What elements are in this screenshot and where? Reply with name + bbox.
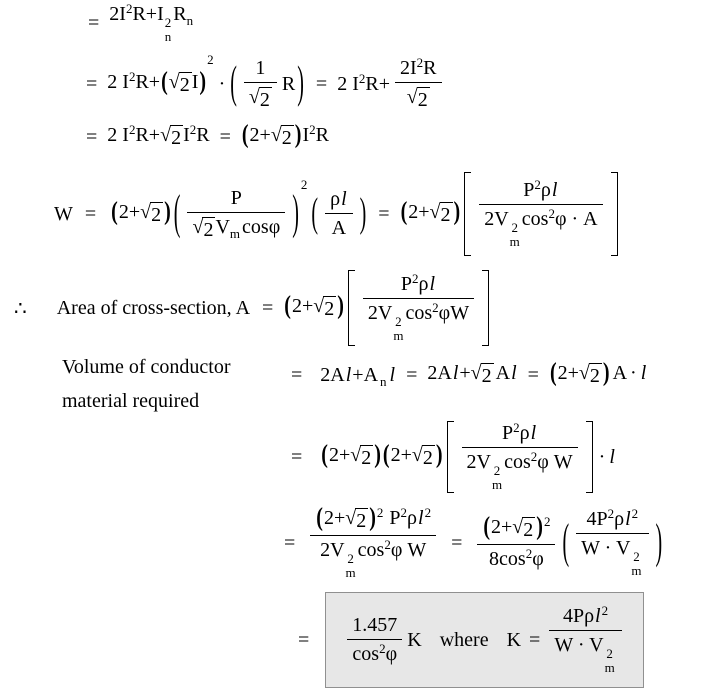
numerator (347, 614, 402, 639)
stacked-supsub (631, 550, 641, 577)
math-token: 4P (586, 508, 608, 531)
result-box (325, 592, 643, 687)
math-token: 2I (109, 2, 126, 25)
math-token: ρ (540, 179, 551, 202)
sqrt-radical (140, 202, 163, 227)
exponent: 2 (128, 122, 136, 137)
paren-left: ( (562, 514, 570, 569)
math-token: ρ (418, 273, 429, 296)
numerator (479, 179, 602, 204)
math-token: V (215, 215, 230, 238)
math-token: l (429, 273, 436, 296)
equals-sign: = (291, 445, 303, 468)
math-token: 4P (562, 605, 585, 628)
sqrt-symbol: √ (350, 444, 362, 466)
area-label: Area of cross-section, A (56, 296, 251, 319)
fraction (462, 422, 578, 491)
fraction (549, 605, 621, 674)
math-token: φ (268, 215, 281, 238)
paren-right: ) (164, 197, 171, 226)
math-token: l (625, 508, 631, 531)
math-token: 2V (484, 208, 509, 231)
math-token: I (183, 124, 190, 146)
equation-line-3 (86, 117, 329, 157)
bracket-left (464, 172, 471, 256)
radicand: 2 (356, 509, 367, 532)
numerator (576, 508, 648, 533)
math-token: K (506, 628, 522, 651)
exponent: 2 (358, 70, 366, 86)
math-token: 2+ (323, 506, 346, 529)
sqrt-radical (350, 445, 373, 470)
sqrt-radical (412, 445, 435, 470)
exponent: 2 (525, 545, 533, 561)
math-expression (283, 291, 345, 321)
math-token: 2 I (337, 72, 359, 95)
math-expression (320, 440, 443, 470)
subscript: m (491, 477, 503, 492)
sqrt-radical (271, 125, 294, 150)
sqrt-symbol: √ (578, 362, 590, 384)
paren-left: ( (483, 511, 491, 541)
sqrt-symbol: √ (470, 362, 482, 384)
math-expression (400, 197, 462, 227)
equals-sign: = (291, 363, 303, 386)
math-expression (110, 197, 172, 227)
radicand: 2 (361, 447, 372, 469)
sqrt-radical (512, 517, 535, 542)
denominator (462, 447, 578, 491)
math-token: φW (438, 302, 470, 325)
paren-right: ) (199, 67, 207, 96)
paren-left: ( (241, 120, 249, 149)
subscript: n (380, 373, 387, 389)
math-token: A (331, 217, 347, 239)
math-token: 2+ (408, 201, 430, 223)
denominator (395, 82, 442, 112)
math-token: cos (242, 215, 269, 238)
radicand: 2 (259, 88, 270, 111)
equals-sign: = (86, 125, 98, 148)
equals-sign: = (88, 11, 100, 34)
equation-line-4 (54, 170, 621, 258)
math-expression (337, 70, 390, 96)
math-token: A (363, 363, 379, 386)
sqrt-symbol: √ (168, 71, 180, 93)
plus-sign: + (352, 363, 364, 386)
fraction (347, 614, 402, 666)
math-token: R (423, 56, 437, 79)
equals-sign: = (406, 363, 418, 386)
equation-line-1 (88, 0, 194, 44)
exponent: 2 (543, 513, 551, 529)
numerator (549, 605, 621, 630)
denominator (479, 204, 602, 248)
stacked-supsub (510, 221, 520, 248)
denominator (477, 544, 555, 571)
math-token: 2+ (328, 444, 351, 466)
math-token: P (400, 273, 413, 296)
math-token: P (389, 506, 401, 529)
bracket-left (348, 270, 355, 346)
equation-line-5 (14, 268, 492, 348)
math-token: l (511, 362, 517, 384)
radicand: 2 (324, 298, 335, 320)
paren-left: ( (111, 197, 118, 226)
paren-right: ) (297, 57, 304, 109)
math-token: l (452, 362, 459, 384)
exponent: 2 (534, 177, 541, 193)
radicand: 2 (440, 204, 451, 226)
equals-sign: = (219, 125, 231, 148)
equals-sign: = (262, 296, 274, 319)
plus-sign: + (459, 362, 471, 384)
sqrt-symbol: √ (512, 515, 524, 538)
subscript: n (164, 28, 172, 44)
paren-left: ( (161, 67, 168, 96)
equals-sign: = (284, 531, 296, 554)
math-expression (427, 362, 517, 388)
math-token: φ W (390, 538, 427, 561)
sqrt-radical (169, 72, 192, 97)
math-token: 2 I (107, 71, 129, 93)
numerator (462, 422, 578, 447)
math-token: l (345, 363, 352, 386)
radicand: 2 (523, 518, 534, 541)
math-token: l (609, 445, 615, 468)
math-token: φ (385, 643, 398, 665)
subscript: m (393, 328, 404, 343)
exponent: 2 (400, 504, 408, 520)
exponent: 2 (384, 536, 391, 552)
math-expression (549, 358, 647, 388)
fraction (325, 188, 353, 240)
volume-label-line-1: Volume of conductor (62, 356, 231, 378)
math-token: 8cos (489, 547, 526, 570)
numerator (395, 54, 442, 82)
paren-left: ( (284, 291, 291, 320)
exponent: 2 (300, 177, 308, 192)
volume-label (62, 350, 231, 418)
radicand: 2 (179, 74, 190, 96)
sqrt-symbol: √ (313, 295, 325, 317)
therefore-symbol: ∴ (14, 297, 27, 320)
math-token: R+I (132, 2, 164, 25)
math-token: 2V (367, 302, 393, 325)
math-token: l (551, 179, 558, 202)
math-token: R (196, 124, 210, 146)
exponent: 2 (530, 449, 538, 465)
math-expression (320, 364, 396, 387)
exponent: 2 (606, 646, 613, 662)
equals-sign: = (298, 628, 310, 651)
sqrt-radical (430, 202, 453, 227)
paren-left: ( (173, 185, 181, 240)
equals-sign: = (529, 628, 541, 651)
math-token: 2+ (557, 362, 579, 384)
numerator (244, 57, 277, 82)
paren-left: ( (230, 57, 237, 109)
sqrt-symbol: √ (248, 85, 260, 108)
math-token: R+ (365, 72, 390, 95)
math-token: ρ (614, 508, 625, 531)
math-token: R+ (135, 71, 161, 93)
math-token: R (173, 2, 187, 25)
exponent: 2 (207, 52, 214, 67)
sqrt-radical (313, 296, 336, 321)
math-token: 1 (255, 56, 266, 79)
sqrt-radical (345, 508, 368, 533)
paren-right: ) (337, 291, 344, 320)
numerator (187, 187, 285, 212)
fraction (477, 511, 555, 571)
exponent: 2 (164, 14, 172, 30)
sqrt-symbol: √ (429, 201, 441, 223)
paren-right: ) (294, 120, 302, 149)
math-token: cos (357, 538, 385, 561)
denominator (549, 630, 621, 674)
math-token: W · V (554, 634, 604, 657)
subscript: n (186, 12, 194, 28)
math-token: cos (405, 302, 433, 325)
paren-right: ) (435, 440, 443, 469)
math-token: W · V (581, 537, 631, 560)
exponent: 2 (125, 0, 133, 16)
exponent: 2 (548, 206, 555, 222)
radicand: 2 (589, 365, 600, 387)
numerator (477, 511, 555, 544)
sqrt-symbol: √ (345, 506, 357, 529)
paren-left: ( (400, 197, 408, 226)
exponent: 2 (601, 603, 609, 619)
exponent: 2 (128, 69, 136, 84)
math-token: ρ (330, 188, 341, 210)
radicand: 2 (422, 447, 433, 469)
math-token: cos (352, 643, 380, 665)
exponent: 2 (424, 504, 432, 520)
math-token: l (341, 188, 347, 210)
fraction (395, 54, 442, 112)
math-token: l (418, 506, 424, 529)
math-token: A (612, 362, 628, 384)
equals-sign: = (86, 72, 98, 95)
math-token: 2 I (107, 124, 129, 146)
stacked-supsub (393, 315, 403, 342)
math-token: 2+ (249, 124, 271, 146)
paren-left: ( (382, 440, 390, 469)
stacked-supsub (605, 647, 615, 674)
paren-left: ( (316, 503, 323, 532)
sqrt-symbol: √ (406, 85, 418, 108)
math-token: 2I (400, 56, 417, 79)
bracket-right (586, 421, 593, 493)
math-token: φ (532, 547, 544, 570)
denominator (325, 213, 353, 240)
denominator (363, 298, 474, 342)
math-token: A (495, 362, 511, 384)
math-token: l (530, 422, 537, 445)
equals-sign: = (84, 202, 97, 225)
fraction (363, 273, 474, 342)
math-token: R (315, 124, 329, 146)
equals-sign: = (315, 72, 328, 95)
paren-right: ) (292, 185, 299, 240)
stacked-supsub (492, 464, 502, 491)
math-expression (107, 124, 209, 150)
math-token: cos (504, 451, 531, 474)
exponent: 2 (412, 271, 419, 287)
math-token: 2A (427, 362, 452, 384)
paren-right: ) (369, 503, 376, 532)
math-token: l (595, 605, 601, 628)
exponent: 2 (347, 550, 354, 566)
denominator (244, 82, 277, 112)
math-token: 2V (466, 451, 491, 474)
stacked-supsub (165, 16, 172, 43)
multiply-dot: · (218, 72, 226, 95)
bracket-right (611, 172, 618, 256)
exponent: 2 (189, 122, 197, 137)
exponent: 2 (631, 506, 639, 522)
paren-right: ) (374, 440, 381, 469)
math-token: 2V (320, 538, 345, 561)
paren-right: ) (359, 190, 367, 236)
radicand: 2 (171, 127, 182, 149)
subscript: m (509, 234, 520, 249)
where-label: where (439, 628, 489, 651)
denominator (187, 212, 285, 242)
equation-line-7 (291, 419, 616, 495)
sqrt-radical (192, 217, 215, 242)
paren-right: ) (655, 514, 663, 569)
exponent: 2 (493, 463, 501, 479)
denominator (576, 533, 648, 577)
sqrt-symbol: √ (140, 201, 152, 223)
fraction (576, 508, 648, 577)
radicand: 2 (151, 204, 162, 226)
math-token: P (230, 186, 242, 209)
fraction (244, 57, 277, 112)
sqrt-radical (579, 363, 602, 388)
math-token: 2+ (291, 295, 314, 317)
math-expression (596, 446, 616, 469)
sqrt-radical (407, 87, 430, 112)
fraction (479, 179, 602, 248)
denominator (347, 639, 402, 666)
math-token: 2+ (491, 515, 513, 538)
math-token: R (281, 72, 296, 95)
exponent: 2 (633, 549, 640, 565)
math-token: l (389, 363, 396, 386)
exponent: 2 (511, 220, 518, 236)
sqrt-radical (160, 125, 183, 150)
paren-right: ) (602, 358, 610, 387)
stacked-supsub (346, 552, 356, 579)
math-expression (107, 67, 207, 97)
math-expression (109, 0, 194, 44)
paren-left: ( (549, 358, 557, 387)
numerator (363, 273, 474, 298)
math-token: ρ (519, 422, 530, 445)
math-token: ρ (407, 506, 417, 529)
exponent: 2 (395, 314, 402, 330)
exponent: 2 (379, 641, 386, 656)
fraction (310, 503, 436, 580)
radicand: 2 (417, 88, 428, 111)
equals-sign: = (378, 202, 390, 225)
math-token: K (407, 628, 422, 651)
subscript: m (229, 225, 241, 241)
paren-right: ) (536, 511, 543, 541)
math-token: 2A (320, 363, 345, 386)
exponent: 2 (416, 54, 424, 70)
exponent: 2 (309, 122, 316, 137)
radicand: 2 (481, 365, 492, 387)
math-token: φ W (537, 451, 573, 474)
math-token: W (54, 202, 73, 225)
sqrt-radical (249, 87, 272, 112)
bracket-left (447, 421, 454, 493)
math-token: 2+ (118, 201, 141, 223)
radicand: 2 (281, 127, 292, 149)
math-token: l (640, 362, 647, 384)
numerator (310, 503, 436, 535)
math-token: I (191, 71, 199, 93)
equation-line-6 (291, 352, 647, 398)
equals-sign: = (451, 531, 463, 554)
exponent: 2 (376, 504, 384, 520)
fraction (187, 187, 285, 242)
math-token: P (502, 422, 514, 445)
exponent: 2 (513, 420, 520, 436)
math-token: ρ (584, 605, 595, 628)
radicand: 2 (203, 218, 214, 241)
sqrt-radical (471, 363, 494, 388)
equals-sign: = (527, 363, 539, 386)
multiply-dot: · (598, 445, 606, 468)
sqrt-symbol: √ (270, 124, 282, 146)
multiply-dot: · (630, 362, 637, 384)
equation-line-8 (284, 494, 664, 592)
exponent: 2 (607, 506, 615, 522)
subscript: m (631, 563, 642, 578)
sqrt-symbol: √ (192, 215, 204, 238)
denominator (310, 535, 436, 579)
math-token: 2+ (390, 444, 412, 466)
math-token: cos (521, 208, 549, 231)
math-token: P (523, 179, 535, 202)
result-value: 1.457 (352, 614, 398, 636)
sqrt-symbol: √ (411, 444, 423, 466)
numerator (325, 188, 353, 213)
exponent: 2 (432, 300, 439, 316)
equation-line-9 (298, 594, 644, 686)
equation-line-2 (86, 50, 447, 118)
math-token: I (302, 124, 310, 146)
paren-right: ) (453, 197, 461, 226)
volume-label-line-2: material required (62, 390, 200, 412)
bracket-right (482, 270, 489, 346)
paren-left: ( (321, 440, 328, 469)
subscript: m (604, 660, 615, 675)
subscript: m (345, 564, 356, 580)
sqrt-symbol: √ (160, 124, 172, 146)
math-expression (241, 120, 329, 150)
paren-left: ( (311, 190, 319, 236)
math-token: φ · A (554, 208, 598, 231)
math-token: R+ (135, 124, 161, 146)
